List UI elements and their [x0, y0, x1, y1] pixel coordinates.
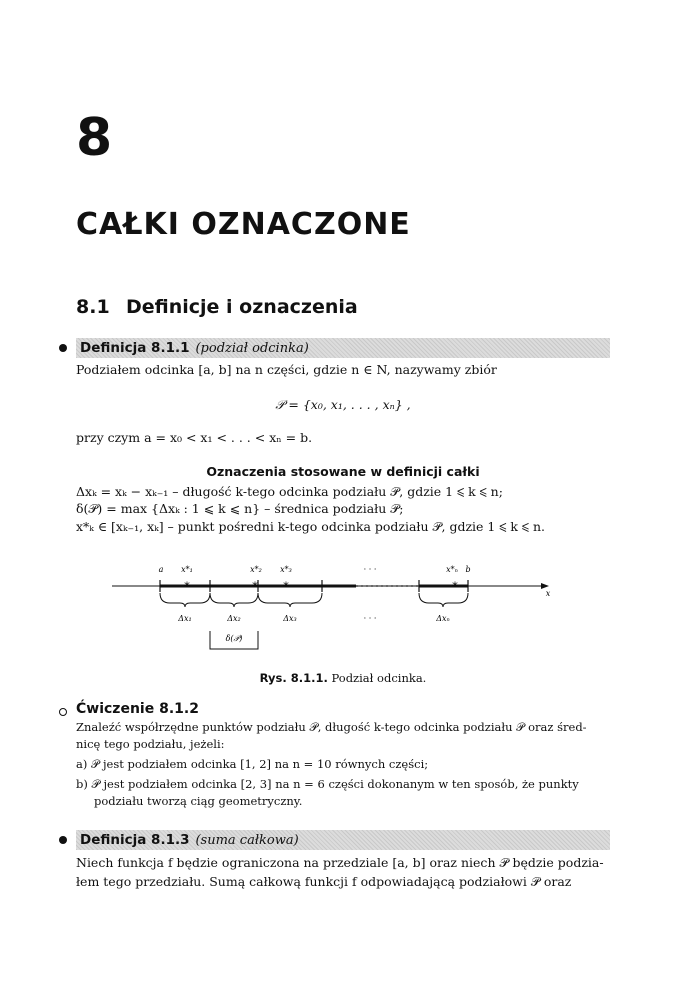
caption-label: Rys. 8.1.1. — [259, 671, 328, 685]
chapter-title: CAŁKI OZNACZONE — [76, 207, 411, 242]
filled-bullet-icon — [59, 836, 67, 844]
definition-label: Definicja 8.1.1 — [80, 340, 190, 356]
exercise-item-b: b) 𝒫 jest podziałem odcinka [2, 3] na n = 6 części dokonanym w ten sposób, że punkty — [76, 777, 579, 791]
asterisk-marker: * — [452, 580, 458, 593]
section-number: 8.1 — [76, 296, 110, 318]
exercise-text-line: Znaleźć współrzędne punktów podziału 𝒫, długość k-tego odcinka podziału 𝒫 oraz śred- — [76, 720, 587, 734]
label-a: a — [158, 565, 164, 574]
definition-text-line: Podziałem odcinka [a, b] na n części, gdzie n ∈ N, nazywamy zbiór — [76, 362, 497, 377]
label-x1: x*₁ — [181, 565, 193, 574]
open-bullet-icon — [59, 708, 67, 716]
notation-line: x*ₖ ∈ [xₖ₋₁, xₖ] – punkt pośredni k-tego odcinka podziału 𝒫, gdzie 1 ⩽ k ⩽ n. — [76, 519, 545, 534]
exercise-label: Ćwiczenie 8.1.2 — [76, 701, 199, 717]
asterisk-marker: * — [252, 580, 258, 593]
exercise-item-b-cont: podziału tworzą ciąg geometryczny. — [94, 794, 303, 808]
filled-bullet-icon — [59, 344, 67, 352]
brace-label-dx1: Δx₁ — [178, 614, 192, 623]
brace-label-dots: · · · — [363, 614, 377, 623]
label-x3: x*₃ — [280, 565, 292, 574]
definition-header — [80, 830, 299, 851]
definition-text-line: łem tego przedziału. Sumą całkową funkcji f odpowiadającą podziałowi 𝒫 oraz — [76, 874, 572, 889]
definition-header — [80, 338, 309, 359]
definition-label: Definicja 8.1.3 — [80, 832, 190, 848]
brace-label-dxn: Δxₙ — [436, 614, 450, 623]
definition-text-line: Niech funkcja f będzie ograniczona na przedziale [a, b] oraz niech 𝒫 będzie podzia- — [76, 855, 604, 870]
chapter-number: 8 — [76, 108, 113, 168]
brace-label-dx3: Δx₃ — [283, 614, 297, 623]
delta-label: δ(𝒫) — [225, 634, 243, 643]
asterisk-marker: * — [184, 580, 190, 593]
partition-figure — [100, 555, 560, 660]
definition-subtitle: (suma całkowa) — [195, 833, 299, 848]
axis-label: x — [545, 589, 551, 598]
label-dots: · · · — [363, 565, 377, 574]
notation-line: Δxₖ = xₖ − xₖ₋₁ – długość k-tego odcinka podziału 𝒫, gdzie 1 ⩽ k ⩽ n; — [76, 484, 503, 499]
brace-dx3 — [258, 593, 322, 607]
label-x2: x*₂ — [250, 565, 262, 574]
notation-line: δ(𝒫) = max {Δxₖ : 1 ⩽ k ⩽ n} – średnica podziału 𝒫; — [76, 501, 404, 516]
notation-heading: Oznaczenia stosowane w definicji całki — [206, 464, 480, 479]
label-b: b — [465, 565, 471, 574]
figure-caption — [76, 670, 610, 687]
brace-label-dx2: Δx₂ — [227, 614, 241, 623]
brace-dx1 — [160, 593, 210, 607]
brace-dxn — [419, 593, 468, 607]
section-title — [76, 298, 358, 317]
label-xn: x*ₙ — [446, 565, 458, 574]
exercise-text-line: nicę tego podziału, jeżeli: — [76, 737, 225, 751]
asterisk-marker: * — [283, 580, 289, 593]
exercise-item-a: a) 𝒫 jest podziałem odcinka [1, 2] na n = 10 równych części; — [76, 757, 429, 771]
partition-formula: 𝒫 = {x₀, x₁, . . . , xₙ} , — [275, 397, 411, 412]
caption-text: Podział odcinka. — [331, 671, 427, 685]
definition-text-line: przy czym a = x₀ < x₁ < . . . < xₙ = b. — [76, 430, 313, 445]
definition-subtitle: (podział odcinka) — [195, 341, 309, 356]
section-title-text: Definicje i oznaczenia — [126, 296, 358, 318]
brace-dx2 — [210, 593, 258, 607]
